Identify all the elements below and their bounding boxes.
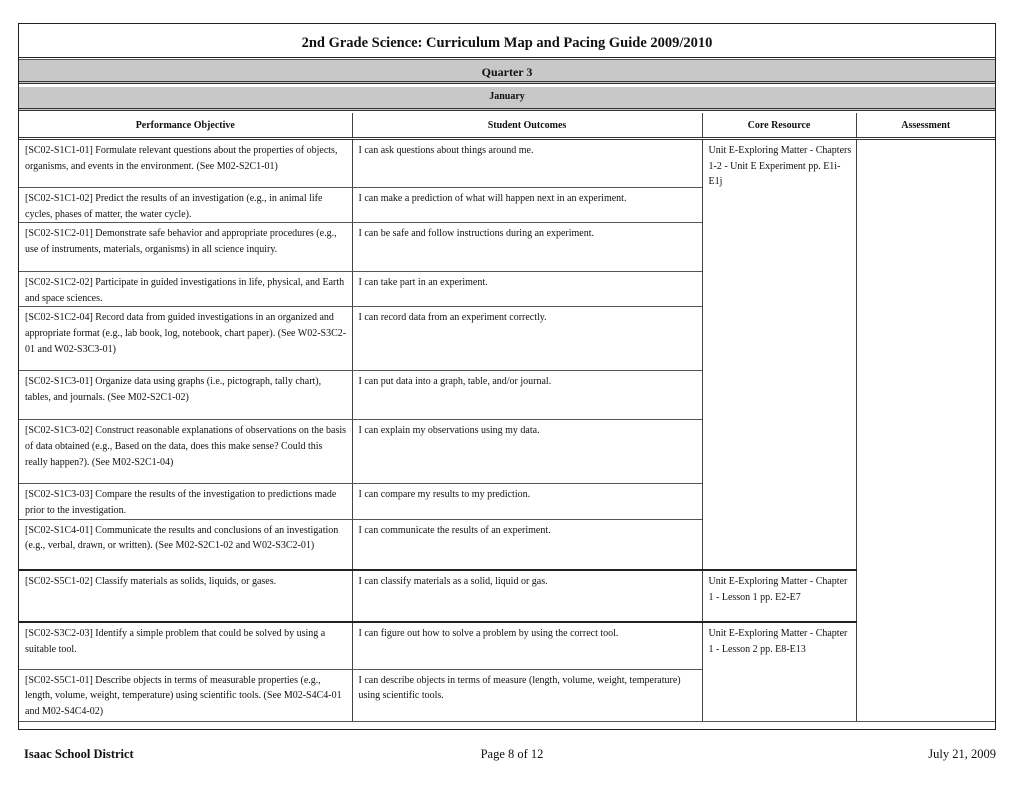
document-date: July 21, 2009 — [928, 747, 996, 761]
performance-objective-cell: [SC02-S1C3-01] Organize data using graphs (i.e., pictograph, tally chart), tables, and journals. (See M02-S2C1-02) — [19, 371, 352, 420]
core-resource-cell: Unit E-Exploring Matter - Chapter 1 - Lesson 2 pp. E8-E13 — [702, 622, 856, 721]
performance-objective-cell: [SC02-S3C2-03] Identify a simple problem that could be solved by using a suitable tool. — [19, 622, 352, 669]
month-band: January — [19, 87, 995, 111]
page-number: Page 8 of 12 — [480, 747, 544, 761]
performance-objective-cell: [SC02-S1C1-01] Formulate relevant questions about the properties of objects, organisms, and events in the environment. (See M02-S2C1-01) — [19, 139, 352, 188]
performance-objective-cell: [SC02-S5C1-02] Classify materials as solids, liquids, or gases. — [19, 570, 352, 622]
core-resource-cell: Unit E-Exploring Matter - Chapters 1-2 - Unit E Experiment pp. E1i-E1j — [702, 139, 856, 571]
performance-objective-cell: [SC02-S1C4-01] Communicate the results and conclusions of an investigation (e.g., verbal, drawn, or written). (See M02-S2C1-02 and W02-S3C2-01) — [19, 519, 352, 570]
performance-objective-cell: [SC02-S1C2-02] Participate in guided investigations in life, physical, and Earth and space sciences. — [19, 272, 352, 307]
student-outcome-cell: I can figure out how to solve a problem by using the correct tool. — [352, 622, 702, 669]
student-outcome-cell: I can classify materials as a solid, liquid or gas. — [352, 570, 702, 622]
performance-objective-cell: [SC02-S1C3-03] Compare the results of the investigation to predictions made prior to the investigation. — [19, 484, 352, 519]
table-header-row — [19, 113, 995, 139]
student-outcome-cell: I can describe objects in terms of measure (length, volume, weight, temperature) using scientific tools. — [352, 669, 702, 721]
student-outcome-cell: I can compare my results to my prediction. — [352, 484, 702, 519]
performance-objective-cell: [SC02-S1C3-02] Construct reasonable explanations of observations on the basis of data obtained (e.g., Based on the data, does this make sense? Could this really happen?). (See M02-S2C1-04) — [19, 420, 352, 484]
curriculum-table — [19, 113, 995, 722]
core-resource-cell: Unit E-Exploring Matter - Chapter 1 - Lesson 1 pp. E2-E7 — [702, 570, 856, 622]
student-outcome-cell: I can ask questions about things around me. — [352, 139, 702, 188]
column-header-performance-objective: Performance Objective — [19, 113, 352, 139]
column-header-student-outcomes: Student Outcomes — [352, 113, 702, 139]
table-row — [19, 139, 995, 188]
assessment-cell — [856, 139, 995, 722]
student-outcome-cell: I can put data into a graph, table, and/or journal. — [352, 371, 702, 420]
table-row — [19, 570, 995, 622]
district-name: Isaac School District — [24, 747, 134, 761]
student-outcome-cell: I can explain my observations using my data. — [352, 420, 702, 484]
column-header-assessment: Assessment — [856, 113, 995, 139]
student-outcome-cell: I can record data from an experiment correctly. — [352, 307, 702, 371]
curriculum-map-frame — [18, 23, 996, 730]
table-row — [19, 622, 995, 669]
performance-objective-cell: [SC02-S1C2-04] Record data from guided investigations in an organized and appropriate format (e.g., lab book, log, notebook, chart paper). (See W02-S3C2-01 and W02-S3C3-01) — [19, 307, 352, 371]
performance-objective-cell: [SC02-S5C1-01] Describe objects in terms of measurable properties (e.g., length, volume, weight, temperature) using scientific tools. (See M02-S4C4-01 and M02-S4C4-02) — [19, 669, 352, 721]
performance-objective-cell: [SC02-S1C2-01] Demonstrate safe behavior and appropriate procedures (e.g., use of instruments, materials, organisms) in all science inquiry. — [19, 223, 352, 272]
student-outcome-cell: I can take part in an experiment. — [352, 272, 702, 307]
performance-objective-cell: [SC02-S1C1-02] Predict the results of an investigation (e.g., in animal life cycles, phases of matter, the water cycle). — [19, 188, 352, 223]
column-header-core-resource: Core Resource — [702, 113, 856, 139]
student-outcome-cell: I can be safe and follow instructions during an experiment. — [352, 223, 702, 272]
student-outcome-cell: I can communicate the results of an experiment. — [352, 519, 702, 570]
student-outcome-cell: I can make a prediction of what will happen next in an experiment. — [352, 188, 702, 223]
quarter-band: Quarter 3 — [19, 59, 995, 84]
page-title: 2nd Grade Science: Curriculum Map and Pacing Guide 2009/2010 — [19, 24, 995, 58]
